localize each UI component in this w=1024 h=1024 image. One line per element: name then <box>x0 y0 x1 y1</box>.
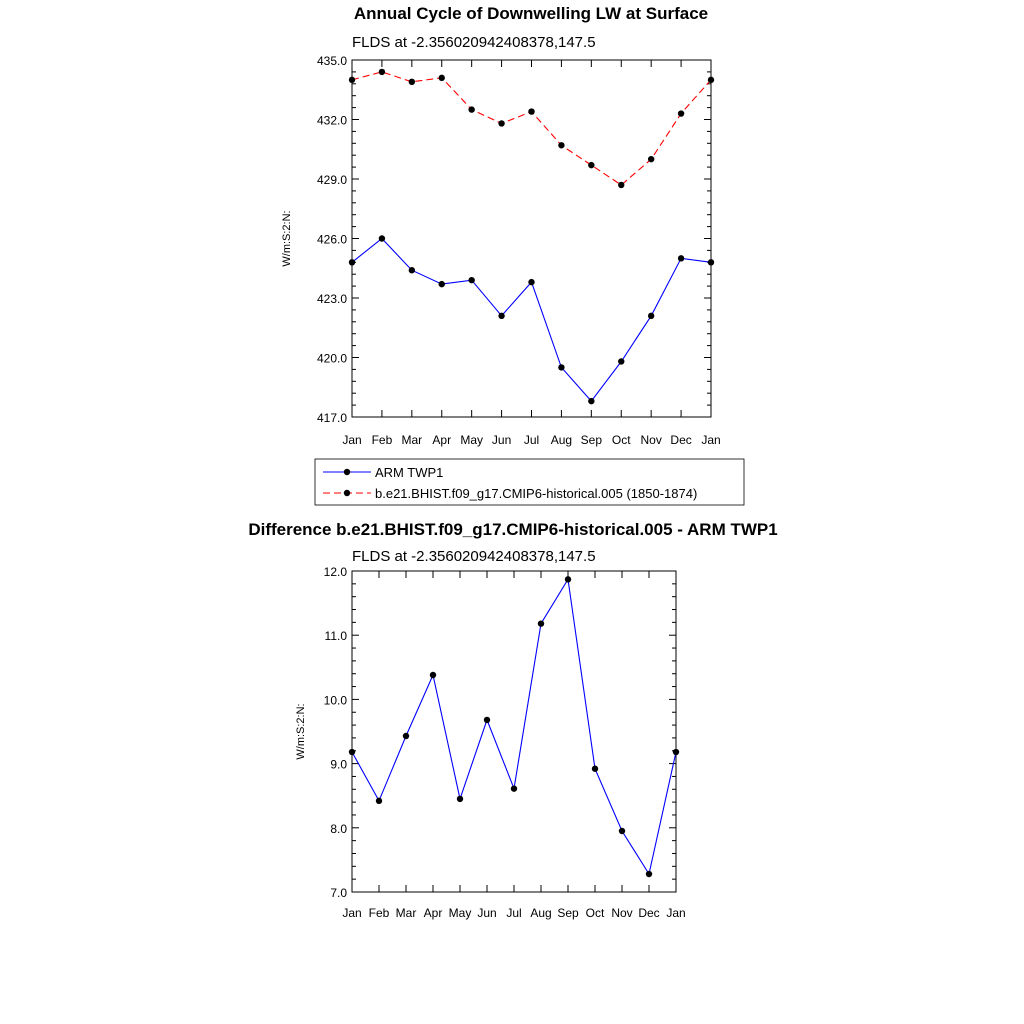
chart1-series-0-point <box>349 259 355 265</box>
chart1-y-tick-label: 426.0 <box>316 232 347 247</box>
chart1-series-1-point <box>409 79 415 85</box>
chart1-series-0-point <box>498 313 504 319</box>
chart1-x-tick-label: Aug <box>550 433 573 447</box>
chart2-x-tick-label: Oct <box>585 906 605 920</box>
chart1-y-tick-label: 429.0 <box>316 173 347 187</box>
chart2-series-0-point <box>349 749 355 755</box>
chart2-x-tick-label: Sep <box>557 906 579 920</box>
chart1-y-tick-label: 417.0 <box>316 411 347 425</box>
chart1-x-tick-label: Feb <box>371 433 393 447</box>
chart2-series-0-point <box>673 749 679 755</box>
legend-marker-0 <box>344 469 350 475</box>
chart1-y-tick-label: 420.0 <box>316 351 347 366</box>
chart1-title: Annual Cycle of Downwelling LW at Surface <box>353 4 709 23</box>
chart1-x-tick-label: May <box>460 433 484 447</box>
chart2-x-tick-label: Apr <box>423 906 443 920</box>
chart1-series-0-point <box>558 364 564 370</box>
chart1-series-0-point <box>439 281 445 287</box>
chart1-y-tick-label: 423.0 <box>316 292 347 306</box>
chart2-x-tick-label: Nov <box>611 906 633 920</box>
chart1-series-0-point <box>588 398 594 404</box>
chart2-series-0-point <box>592 766 598 772</box>
chart1-x-tick-label: Dec <box>670 433 692 447</box>
chart2-y-tick-label: 11.0 <box>324 629 347 644</box>
chart2-y-tick-label: 10.0 <box>323 693 347 708</box>
chart1-series-0-point <box>648 313 654 319</box>
chart2-series-0-point <box>565 576 571 582</box>
chart2-series-0-point <box>646 871 652 877</box>
chart1-series-1-point <box>708 77 714 83</box>
chart1-series-line-1 <box>352 72 711 185</box>
chart2-x-tick-label: Dec <box>638 906 660 920</box>
chart1-series-1-point <box>379 69 385 75</box>
chart2-subtitle: FLDS at -2.356020942408378,147.5 <box>352 548 596 565</box>
chart1-series-0-point <box>708 259 714 265</box>
legend-marker-1 <box>344 490 350 496</box>
chart1-y-tick-label: 432.0 <box>316 113 347 128</box>
chart1-series-0-point <box>409 267 415 273</box>
chart2-x-tick-label: May <box>448 906 472 920</box>
chart1-series-0-point <box>528 279 534 285</box>
chart1-series-1-point <box>498 120 504 126</box>
chart2-x-tick-label: Aug <box>530 906 552 920</box>
chart2-series-0-point <box>376 798 382 804</box>
chart1-x-tick-label: Sep <box>580 433 603 447</box>
chart2-series-0-point <box>538 620 544 626</box>
chart1-x-tick-label: Mar <box>401 433 423 447</box>
legend-label-1: b.e21.BHIST.f09_g17.CMIP6-historical.005 (1850-1874) <box>375 486 698 501</box>
chart2-series-0-point <box>511 785 517 791</box>
chart1-series-1-point <box>528 108 534 114</box>
chart2-x-tick-label: Feb <box>368 906 390 920</box>
chart1-series-1-point <box>678 110 684 116</box>
chart1-y-tick-label: 435.0 <box>316 54 347 68</box>
chart1-series-0-point <box>618 358 624 364</box>
chart2-y-tick-label: 12.0 <box>323 565 347 579</box>
chart1-x-tick-label: Oct <box>611 433 631 447</box>
chart1-series-1-point <box>558 142 564 148</box>
chart1-x-tick-label: Nov <box>640 433 662 447</box>
chart2-x-tick-label: Mar <box>395 906 417 920</box>
chart2-x-tick-label: Jun <box>477 906 497 920</box>
chart2-series-0-point <box>484 717 490 723</box>
chart1-x-tick-label: Jan <box>342 433 362 447</box>
chart1-x-tick-label: Jan <box>701 433 721 447</box>
chart2-y-tick-label: 9.0 <box>330 757 347 772</box>
chart2-x-tick-label: Jan <box>342 906 362 920</box>
chart2-x-tick-label: Jan <box>666 906 686 920</box>
chart1-series-line-0 <box>352 239 711 402</box>
chart2-y-axis-label: W/m:S:2:N: <box>295 703 307 760</box>
chart1-series-1-point <box>439 75 445 81</box>
chart2-title: Difference b.e21.BHIST.f09_g17.CMIP6-historical.005 - ARM TWP1 <box>248 520 778 539</box>
chart2-series-0-point <box>430 672 436 678</box>
chart1-subtitle: FLDS at -2.356020942408378,147.5 <box>352 34 596 51</box>
chart1-y-axis-label: W/m:S:2:N: <box>281 210 293 267</box>
chart1-x-tick-label: Apr <box>432 433 452 447</box>
chart2-series-line-0 <box>352 579 676 874</box>
chart1-series-1-point <box>349 77 355 83</box>
legend-label-0: ARM TWP1 <box>375 465 444 480</box>
chart1-series-0-point <box>678 255 684 261</box>
chart1-series-0-point <box>379 235 385 241</box>
chart2-series-0-point <box>619 828 625 834</box>
chart1-series-1-point <box>468 106 474 112</box>
chart2-x-tick-label: Jul <box>506 906 522 920</box>
chart2-plot-frame <box>352 571 676 892</box>
chart2-y-tick-label: 8.0 <box>330 821 347 836</box>
chart1-x-tick-label: Jul <box>523 433 540 447</box>
chart1-series-1-point <box>588 162 594 168</box>
chart1-series-1-point <box>618 182 624 188</box>
chart1-series-0-point <box>468 277 474 283</box>
chart2-series-0-point <box>403 733 409 739</box>
chart2-series-0-point <box>457 796 463 802</box>
chart2-y-tick-label: 7.0 <box>330 886 347 900</box>
chart1-x-tick-label: Jun <box>491 433 512 447</box>
chart1-series-1-point <box>648 156 654 162</box>
